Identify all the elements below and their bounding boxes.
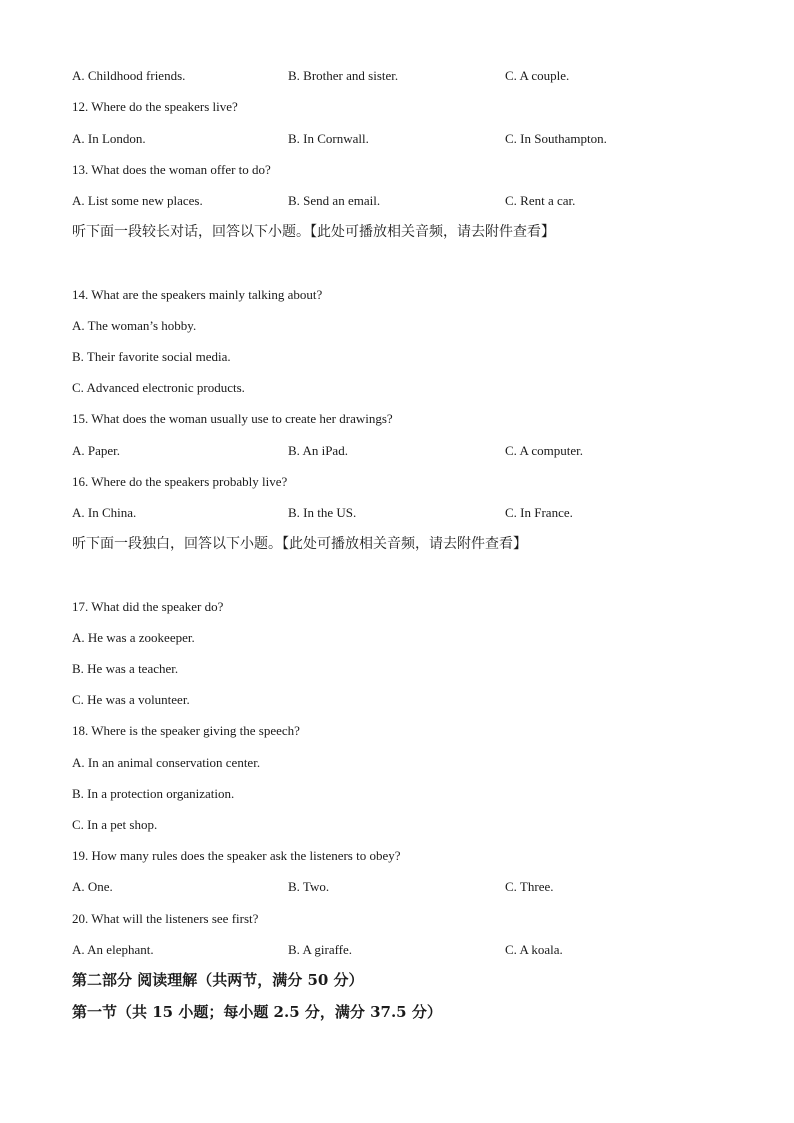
q15-option-c: C. A computer. — [505, 443, 583, 458]
q16-option-c: C. In France. — [505, 505, 573, 520]
q11-option-c: C. A couple. — [505, 68, 570, 83]
q20-options — [72, 942, 732, 958]
q11-option-a: A. Childhood friends. — [72, 68, 186, 83]
q12-option-c: C. In Southampton. — [505, 131, 607, 146]
q16-option-a: A. In China. — [72, 505, 137, 520]
q15-question: 15. What does the woman usually use to create her drawings? — [72, 411, 393, 426]
q19-option-a: A. One. — [72, 879, 113, 894]
q16-question: 16. Where do the speakers probably live? — [72, 474, 288, 489]
q13-option-c: C. Rent a car. — [505, 193, 576, 208]
q12-option-b: B. In Cornwall. — [288, 131, 369, 146]
q18-option-a: A. In an animal conservation center. — [72, 755, 261, 770]
q15-options — [72, 443, 732, 459]
q17-option-c: C. He was a volunteer. — [72, 692, 190, 707]
q18-option-c: C. In a pet shop. — [72, 817, 158, 832]
q12-options — [72, 131, 732, 147]
q14-option-c: C. Advanced electronic products. — [72, 380, 245, 395]
q12-question: 12. Where do the speakers live? — [72, 99, 238, 114]
q16-option-b: B. In the US. — [288, 505, 357, 520]
q19-option-b: B. Two. — [288, 879, 330, 894]
q11-options — [72, 68, 732, 84]
q13-option-a: A. List some new places. — [72, 193, 203, 208]
q14-option-b: B. Their favorite social media. — [72, 349, 231, 364]
q11-option-b: B. Brother and sister. — [288, 68, 399, 83]
q13-option-b: B. Send an email. — [288, 193, 381, 208]
q15-option-a: A. Paper. — [72, 443, 121, 458]
part2-heading: 第二部分 阅读理解（共两节，满分 50 分） — [72, 971, 364, 989]
q16-options — [72, 505, 732, 521]
q18-question: 18. Where is the speaker giving the speech? — [72, 723, 300, 738]
q20-option-b: B. A giraffe. — [288, 942, 353, 957]
q14-option-a: A. The woman’s hobby. — [72, 318, 197, 333]
q20-question: 20. What will the listeners see first? — [72, 911, 259, 926]
section1-heading: 第一节（共 15 小题；每小题 2.5 分，满分 37.5 分） — [72, 1003, 442, 1021]
q15-option-b: B. An iPad. — [288, 443, 348, 458]
q12-option-a: A. In London. — [72, 131, 146, 146]
q20-option-a: A. An elephant. — [72, 942, 154, 957]
q20-option-c: C. A koala. — [505, 942, 563, 957]
instruction-monologue: 听下面一段独白，回答以下小题。【此处可播放相关音频，请去附件查看】 — [72, 536, 527, 552]
q19-option-c: C. Three. — [505, 879, 554, 894]
q19-options — [72, 879, 732, 895]
q13-question: 13. What does the woman offer to do? — [72, 162, 271, 177]
q13-options — [72, 193, 732, 209]
q17-option-a: A. He was a zookeeper. — [72, 630, 195, 645]
q18-option-b: B. In a protection organization. — [72, 786, 235, 801]
instruction-long-dialogue: 听下面一段较长对话，回答以下小题。【此处可播放相关音频，请去附件查看】 — [72, 224, 555, 240]
q17-option-b: B. He was a teacher. — [72, 661, 179, 676]
q17-question: 17. What did the speaker do? — [72, 599, 224, 614]
q14-question: 14. What are the speakers mainly talking about? — [72, 287, 323, 302]
q19-question: 19. How many rules does the speaker ask the listeners to obey? — [72, 848, 401, 863]
